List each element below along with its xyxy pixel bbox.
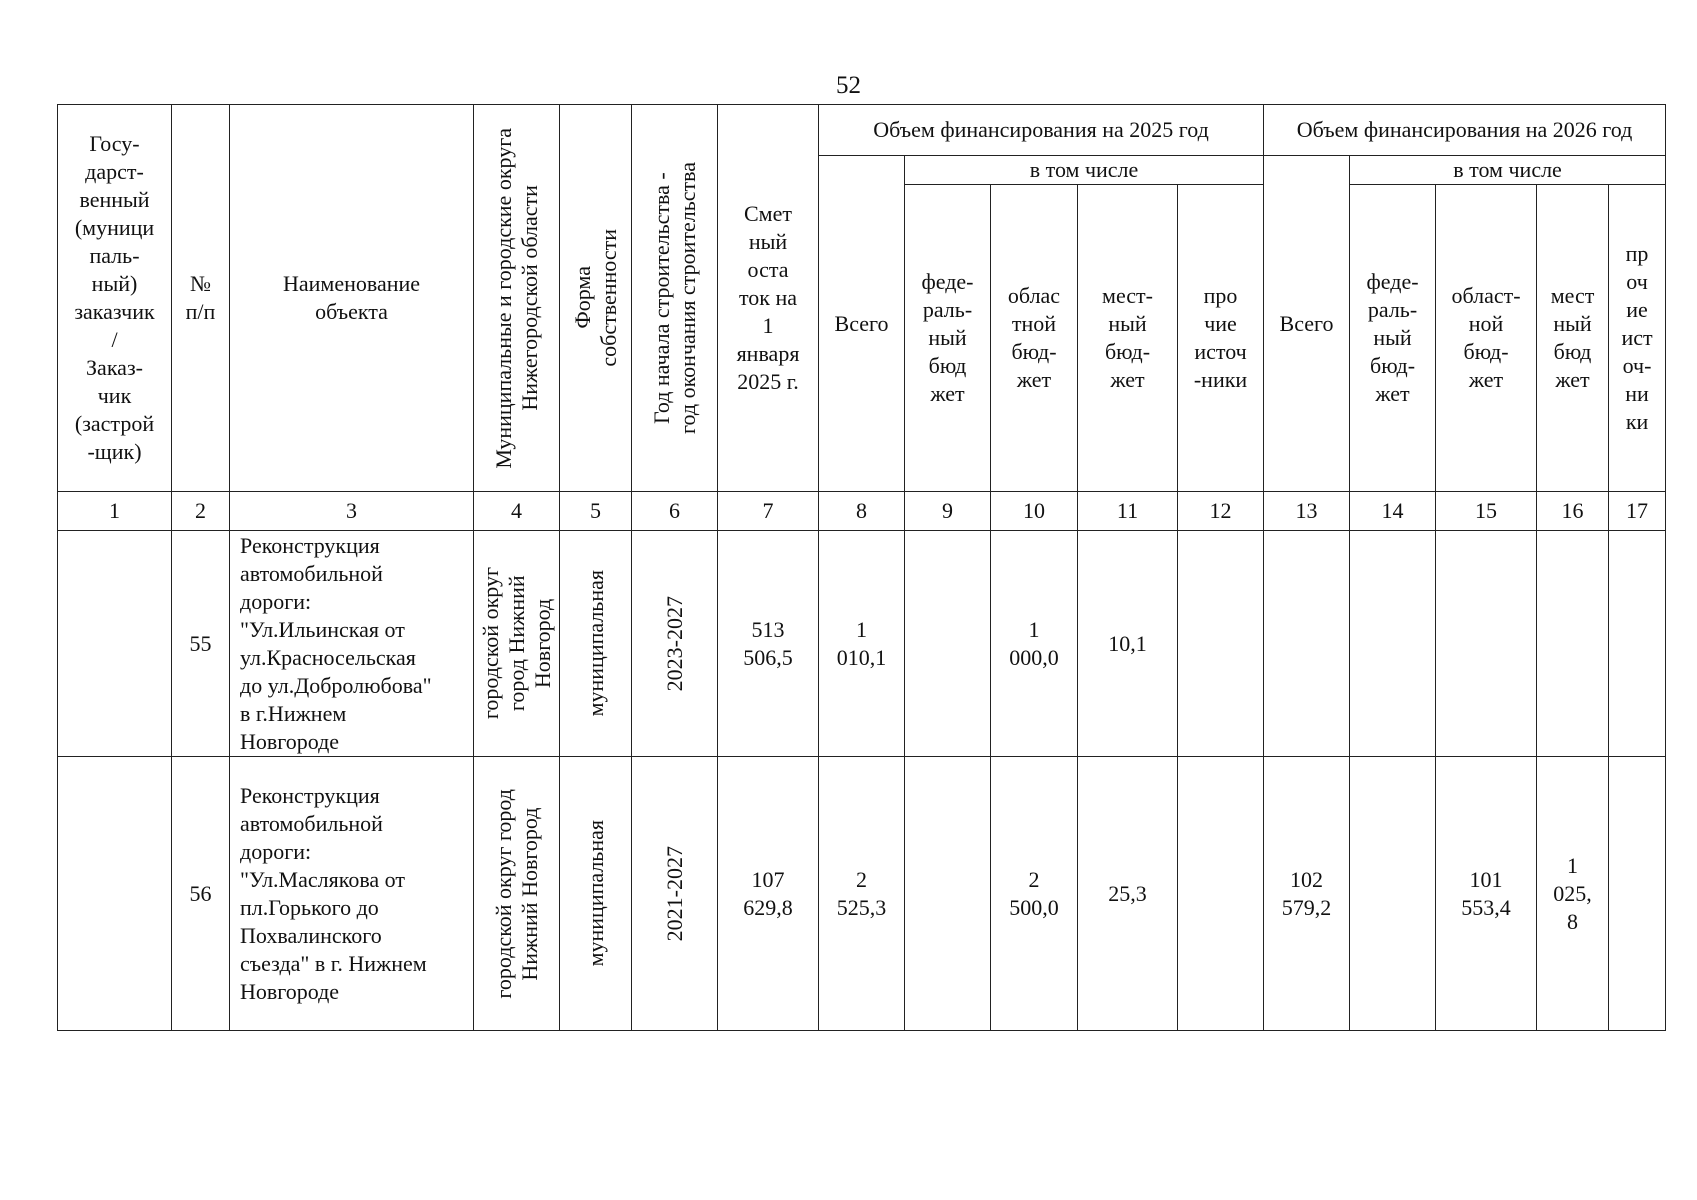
column-number: 2 (172, 492, 230, 531)
header-balance: Смет ный оста ток на 1 января 2025 г. (718, 105, 819, 492)
cell-other-2026 (1609, 531, 1666, 757)
column-number: 1 (58, 492, 172, 531)
cell-local-2025: 25,3 (1078, 757, 1178, 1031)
cell-other-2025 (1178, 531, 1264, 757)
table-row (58, 757, 1666, 1031)
header-regional-2025: облас тной бюд- жет (991, 185, 1078, 492)
cell-number: 56 (172, 757, 230, 1031)
cell-years: 2023-2027 (632, 531, 718, 757)
header-number: № п/п (172, 105, 230, 492)
cell-balance: 107 629,8 (718, 757, 819, 1031)
column-number: 4 (474, 492, 560, 531)
cell-regional-2025: 1 000,0 (991, 531, 1078, 757)
page-number: 52 (836, 72, 861, 99)
cell-customer (58, 757, 172, 1031)
column-number: 5 (560, 492, 632, 531)
table-row (58, 531, 1666, 757)
header-regional-2026: област- ной бюд- жет (1436, 185, 1537, 492)
cell-total-2026 (1264, 531, 1350, 757)
header-district: Муниципальные и городские округа Нижегородской области (474, 105, 560, 492)
column-number: 14 (1350, 492, 1436, 531)
column-number: 3 (230, 492, 474, 531)
column-number: 11 (1078, 492, 1178, 531)
header-total-2026: Всего (1264, 156, 1350, 492)
cell-ownership: муниципальная (560, 757, 632, 1031)
cell-number: 55 (172, 531, 230, 757)
column-number: 8 (819, 492, 905, 531)
column-number: 15 (1436, 492, 1537, 531)
cell-years: 2021-2027 (632, 757, 718, 1031)
header-ownership: Форма собственности (560, 105, 632, 492)
header-row-1 (58, 105, 1666, 156)
cell-object-name: Реконструкция автомобильной дороги: "Ул.Маслякова от пл.Горького до Похвалинского съезда" в г. Нижнем Новгороде (230, 757, 474, 1031)
column-number: 6 (632, 492, 718, 531)
cell-regional-2026: 101 553,4 (1436, 757, 1537, 1031)
cell-federal-2025 (905, 531, 991, 757)
header-object-name: Наименование объекта (230, 105, 474, 492)
column-number: 10 (991, 492, 1078, 531)
financing-table (57, 104, 1666, 1031)
cell-customer (58, 531, 172, 757)
header-group-2026: Объем финансирования на 2026 год (1264, 105, 1666, 156)
header-federal-2025: феде- раль- ный бюд жет (905, 185, 991, 492)
column-number: 9 (905, 492, 991, 531)
header-other-2026: пр оч ие ист оч- ни ки (1609, 185, 1666, 492)
cell-local-2026 (1537, 531, 1609, 757)
cell-ownership: муниципальная (560, 531, 632, 757)
header-local-2026: мест ный бюд жет (1537, 185, 1609, 492)
cell-federal-2026 (1350, 757, 1436, 1031)
cell-federal-2026 (1350, 531, 1436, 757)
header-years: Год начала строительства - год окончания строительства (632, 105, 718, 492)
header-other-2025: про чие источ -ники (1178, 185, 1264, 492)
column-number: 16 (1537, 492, 1609, 531)
cell-total-2025: 2 525,3 (819, 757, 905, 1031)
column-number: 12 (1178, 492, 1264, 531)
header-including-2026: в том числе (1350, 156, 1666, 185)
cell-federal-2025 (905, 757, 991, 1031)
header-total-2025: Всего (819, 156, 905, 492)
cell-total-2025: 1 010,1 (819, 531, 905, 757)
cell-other-2025 (1178, 757, 1264, 1031)
cell-total-2026: 102 579,2 (1264, 757, 1350, 1031)
header-local-2025: мест- ный бюд- жет (1078, 185, 1178, 492)
cell-district: городской округ город Нижний Новгород (474, 757, 560, 1031)
cell-regional-2026 (1436, 531, 1537, 757)
header-including-2025: в том числе (905, 156, 1264, 185)
column-numbers-row (58, 492, 1666, 531)
header-federal-2026: феде- раль- ный бюд- жет (1350, 185, 1436, 492)
header-group-2025: Объем финансирования на 2025 год (819, 105, 1264, 156)
cell-other-2026 (1609, 757, 1666, 1031)
header-customer: Госу- дарст- венный (муници паль- ный) заказчик / Заказ- чик (застрой -щик) (58, 105, 172, 492)
column-number: 13 (1264, 492, 1350, 531)
column-number: 17 (1609, 492, 1666, 531)
cell-local-2025: 10,1 (1078, 531, 1178, 757)
cell-district: городской округ город Нижний Новгород (474, 531, 560, 757)
column-number: 7 (718, 492, 819, 531)
cell-object-name: Реконструкция автомобильной дороги: "Ул.Ильинская от ул.Красносельская до ул.Добролюбова" в г.Нижнем Новгороде (230, 531, 474, 757)
cell-balance: 513 506,5 (718, 531, 819, 757)
cell-local-2026: 1 025, 8 (1537, 757, 1609, 1031)
cell-regional-2025: 2 500,0 (991, 757, 1078, 1031)
